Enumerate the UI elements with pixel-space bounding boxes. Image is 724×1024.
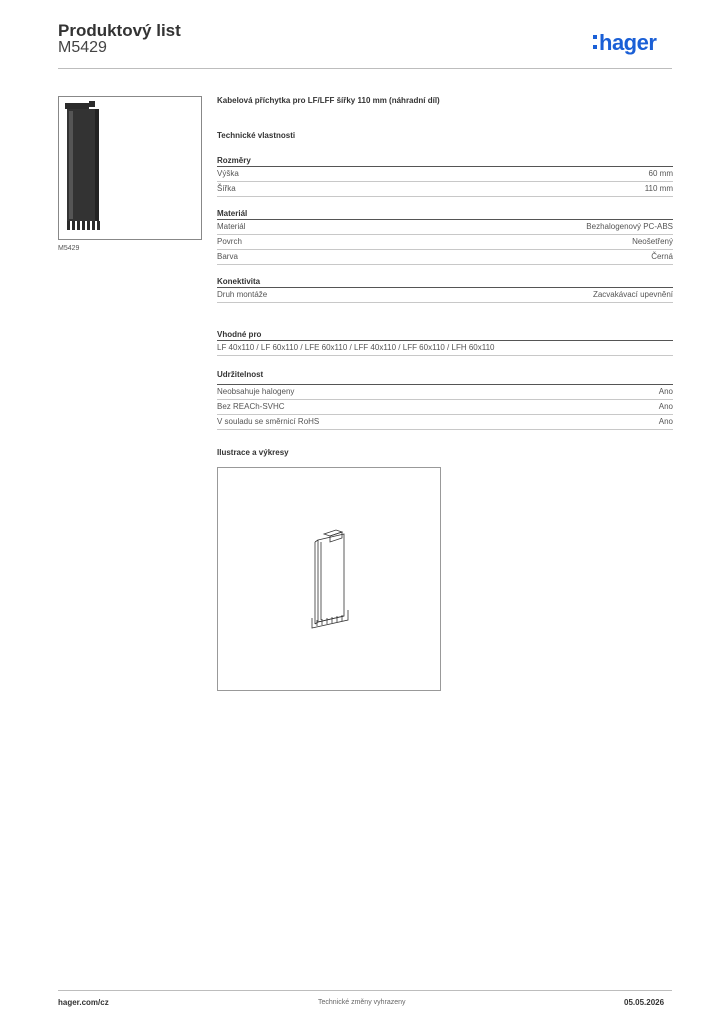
- tech-properties-title: Technické vlastnosti: [217, 131, 296, 140]
- section-vhodne-pro: [217, 329, 673, 356]
- footer-divider: [58, 990, 672, 991]
- spec-row: [217, 385, 673, 400]
- product-image-caption: M5429: [58, 245, 80, 252]
- section-title: Konektivita: [217, 276, 673, 288]
- section-material: [217, 208, 673, 265]
- spec-value: Ano: [658, 402, 673, 411]
- spec-value: Zacvakávací upevnění: [592, 290, 673, 299]
- spec-label: Barva: [217, 252, 238, 261]
- spec-label: Výška: [217, 169, 239, 178]
- compatible-text: LF 40x110 / LF 60x110 / LFE 60x110 / LFF 40x110 / LFF 60x110 / LFH 60x110: [217, 343, 495, 352]
- cable-clip-drawing-icon: [218, 468, 440, 690]
- technical-drawing: [217, 467, 441, 691]
- logo-text: hager: [599, 30, 657, 55]
- spec-row: [217, 288, 673, 303]
- product-image: [58, 96, 202, 240]
- spec-row: [217, 415, 673, 430]
- header-divider: [58, 68, 672, 69]
- spec-row: [217, 182, 673, 197]
- spec-value: Neošetřený: [632, 237, 673, 246]
- section-title: Udržitelnost: [217, 370, 264, 379]
- illustrations-title: Ilustrace a výkresy: [217, 448, 289, 457]
- spec-value: 60 mm: [648, 169, 673, 178]
- footer-date: 05.05.2026: [624, 998, 665, 1007]
- footer-website-link[interactable]: hager.com/cz: [58, 998, 109, 1007]
- spec-row: [217, 400, 673, 415]
- spec-label: Povrch: [217, 237, 242, 246]
- spec-value: 110 mm: [644, 184, 673, 193]
- spec-label: Druh montáže: [217, 290, 268, 299]
- footer-disclaimer: Technické změny vyhrazeny: [318, 999, 406, 1006]
- spec-row: [217, 250, 673, 265]
- cable-clip-photo-icon: [59, 97, 201, 239]
- section-title: Materiál: [217, 208, 673, 220]
- spec-label: V souladu se směrnicí RoHS: [217, 417, 320, 426]
- product-name: Kabelová příchytka pro LF/LFF šířky 110 mm (náhradní díl): [217, 96, 440, 105]
- section-konektivita: [217, 276, 673, 303]
- spec-label: Šířka: [217, 184, 236, 193]
- spec-label: Materiál: [217, 222, 246, 231]
- spec-row: [217, 235, 673, 250]
- section-title: Rozměry: [217, 155, 673, 167]
- spec-label: Bez REACh-SVHC: [217, 402, 285, 411]
- spec-value: Černá: [651, 252, 673, 261]
- spec-label: Neobsahuje halogeny: [217, 387, 295, 396]
- compatible-list: [217, 341, 673, 356]
- page-title: Produktový list: [58, 21, 181, 40]
- spec-value: Ano: [658, 387, 673, 396]
- logo-dots-icon: [593, 35, 597, 49]
- spec-value: Bezhalogenový PC-ABS: [586, 222, 673, 231]
- hager-logo: [593, 30, 656, 56]
- spec-row: [217, 220, 673, 235]
- section-title: Vhodné pro: [217, 329, 673, 341]
- product-code: M5429: [58, 39, 107, 56]
- spec-row: [217, 167, 673, 182]
- spec-value: Ano: [658, 417, 673, 426]
- section-rozmery: [217, 155, 673, 197]
- section-udrzitelnost: [217, 369, 673, 430]
